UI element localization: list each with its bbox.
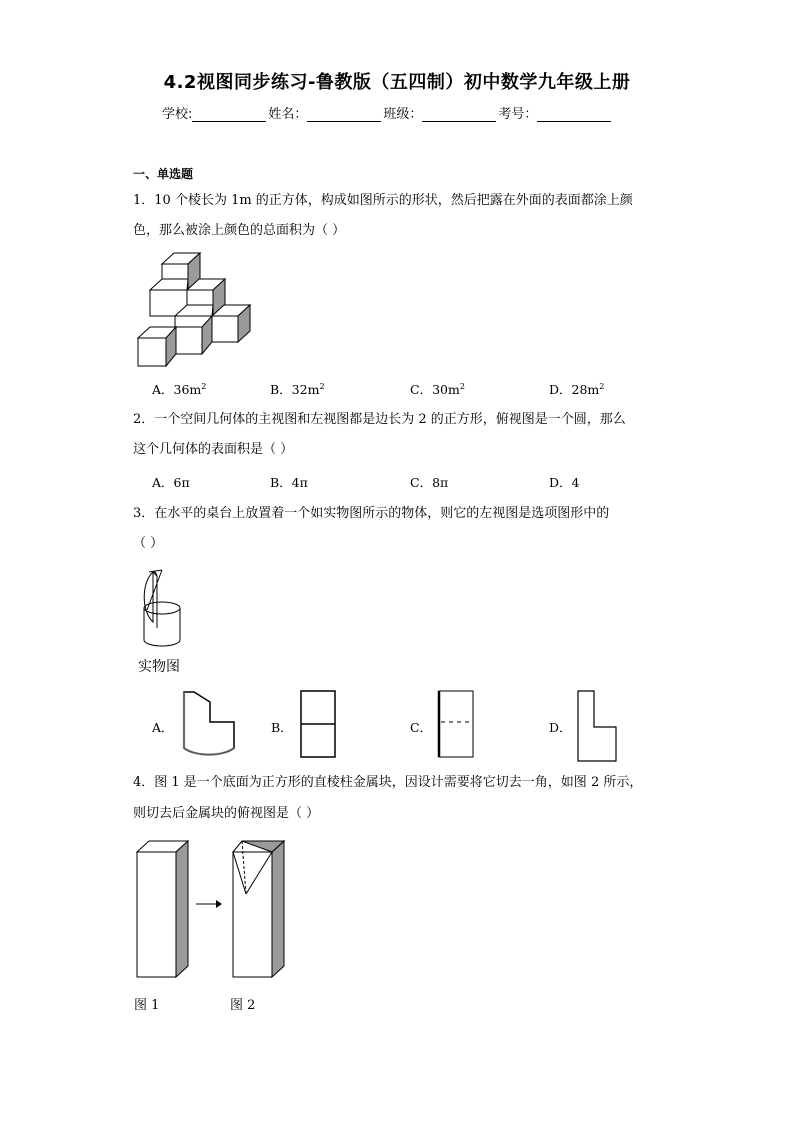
q3-option-a[interactable]: A．	[152, 720, 174, 735]
question-1-line-1: 1．10 个棱长为 1m 的正方体，构成如图所示的形状，然后把露在外面的表面都涂上颜	[133, 193, 633, 208]
q3-option-b[interactable]: B．	[271, 720, 293, 735]
question-2-line-1: 2．一个空间几何体的主视图和左视图都是边长为 2 的正方形，俯视图是一个圆，那么	[133, 412, 626, 427]
q1-option-d[interactable]: D．$28m^2$	[549, 381, 605, 397]
question-1-line-2: 色，那么被涂上颜色的总面积为（ ）	[133, 223, 346, 238]
fig1-caption: 图 1	[134, 998, 160, 1013]
q3-option-b-figure[interactable]	[299, 689, 339, 761]
q1-option-b[interactable]: B．$32m^2$	[270, 381, 325, 397]
fig2-caption: 图 2	[230, 998, 256, 1013]
object-caption: 实物图	[138, 659, 180, 675]
q2-option-a[interactable]: A．6π	[152, 475, 190, 490]
student-info-line	[162, 103, 613, 122]
question-3-line-1: 3．在水平的桌台上放置着一个如实物图所示的物体，则它的左视图是选项图形中的	[133, 506, 610, 521]
q3-option-d-figure[interactable]	[576, 689, 620, 765]
school-blank[interactable]	[192, 108, 266, 122]
q3-option-a-figure[interactable]	[180, 690, 240, 762]
exam-no-label: 考号：	[498, 107, 538, 122]
exam-no-blank[interactable]	[537, 108, 611, 122]
stacked-cubes-figure	[135, 250, 260, 370]
school-label: 学校:	[162, 107, 193, 122]
name-label: 姓名：	[268, 107, 308, 122]
prism-figure-2	[232, 838, 288, 980]
prism-figure-1	[136, 840, 192, 980]
q1-option-c[interactable]: C．$30m^2$	[410, 381, 465, 397]
q2-option-c[interactable]: C．8π	[410, 475, 449, 490]
q1-option-a[interactable]: A．$36m^2$	[152, 381, 207, 397]
q3-option-d[interactable]: D．	[549, 720, 572, 735]
question-4-line-2: 则切去后金属块的俯视图是（ ）	[133, 806, 320, 821]
question-2-line-2: 这个几何体的表面积是（ ）	[133, 442, 294, 457]
page-title: 4.2视图同步练习-鲁教版（五四制）初中数学九年级上册	[163, 72, 631, 93]
question-3-line-2: （ ）	[133, 536, 164, 551]
arrow-icon	[196, 898, 222, 910]
q2-option-b[interactable]: B．4π	[270, 475, 308, 490]
q3-option-c[interactable]: C．	[410, 720, 433, 735]
q3-option-c-figure[interactable]	[437, 689, 477, 761]
q2-option-d[interactable]: D．4	[549, 475, 580, 490]
object-figure	[135, 562, 195, 654]
class-label: 班级：	[383, 107, 423, 122]
class-blank[interactable]	[422, 108, 496, 122]
section-title: 一、单选题	[133, 167, 194, 181]
question-4-line-1: 4．图 1 是一个底面为正方形的直棱柱金属块，因设计需要将它切去一角，如图 2 所示，	[133, 775, 643, 790]
name-blank[interactable]	[307, 108, 381, 122]
